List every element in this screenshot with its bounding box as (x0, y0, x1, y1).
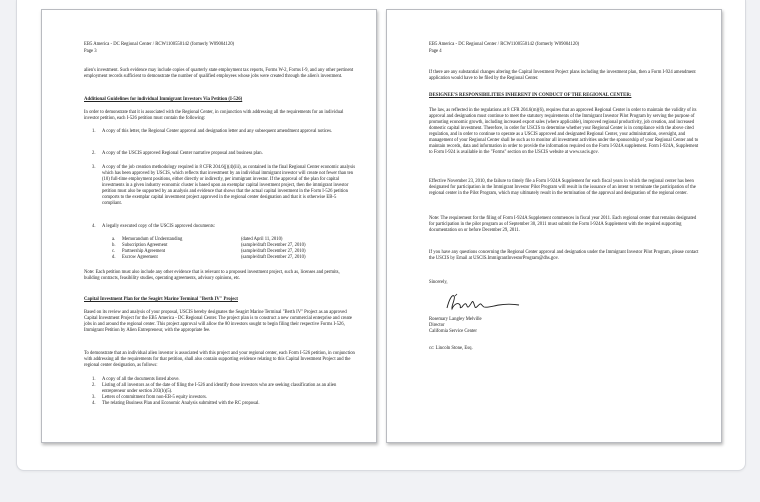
doc-name: Partnership Agreement (122, 249, 166, 255)
list-text: A copy of the job creation methodology required in 8 CFR 204.6(j)(4)(iii), as contained in the final Regional Center economic analysis which has been approved by USCIS, which reflects that investment by an individual immigrant investor will create not fewer than ten (10) full-time employment positions, either directly or indirectly, per immigrant investor. If the approval of the plan for capital investments in a given industry economic cluster is based upon an exemplar capital investment project, then the immigrant investor petition must also be supported by an analysis and evidence that shows that the actual capital investment in the Form I-526 petition comports to the exemplar capital investment project approved in the regional center designation and that it is otherwise EB-5 compliant. (102, 165, 356, 207)
page-4 (386, 9, 722, 443)
doc-letter: c. (112, 249, 116, 255)
closing: Sincerely, (429, 280, 448, 285)
doc-date: (sample/draft December 27, 2010) (241, 243, 306, 249)
doc-letter: b. (112, 243, 116, 249)
list-text: Letters of commitment from non-EB-5 equity investors. (102, 395, 208, 400)
list-number: 2. (92, 383, 96, 388)
list-item (92, 401, 352, 407)
list-number: 3. (92, 395, 96, 400)
document-row (112, 255, 352, 261)
doc-name: Memorandum of Understanding (122, 237, 183, 242)
page-3 (41, 9, 377, 443)
list-text: A legally executed copy of the USCIS approved documents: (102, 224, 215, 229)
list-text: A copy of all the documents listed above. (102, 377, 180, 382)
page-number: Page 4 (429, 49, 442, 54)
signer-title: Director (429, 323, 445, 328)
doc-date: (sample/draft December 27, 2010) (241, 255, 306, 261)
paragraph: If you have any questions concerning the Regional Center approval and designation under the Immigrant Investor Pilot Program, please contact the USCIS by Email at USCIS.ImmigrantInvestorProgram@dhs.gov. (429, 250, 699, 262)
cc-line: cc: Lincoln Stone, Esq. (429, 346, 473, 351)
list-text: The relating Business Plan and Economic Analysis submitted with the RC proposal. (102, 401, 260, 406)
note-paragraph: Note: Each petition must also include any other evidence that is relevant to a proposed investment project, such as, licenses and permits, building contracts, feasibility studies, operating agreements, advisory opinions, etc. (84, 270, 340, 282)
doc-name: Escrow Agreement (122, 255, 158, 261)
list-number: 4. (92, 401, 96, 406)
signer-name: Rosemary Langley Melville (429, 317, 482, 322)
list-number: 3. (92, 165, 96, 170)
signer-office: California Service Center (429, 329, 477, 334)
list-item (92, 165, 356, 207)
list-text: Listing of all investors as of the date of filing the I-526 and identify those investors who are seeking classification as an alien entrepreneur under section 203(b)(5). (102, 383, 337, 395)
paragraph: To demonstrate that an individual alien investor is associated with this project and your regional center, each Form I-526 petition, in conjunction with addressing all the requirements for that petition, shall also contain supporting evidence relating to this Capital Investment Project and the regional center designation, as follows: (84, 351, 355, 369)
section-heading: Capital Investment Plan for the Seagirt Marine Terminal "Berth IV" Project (84, 297, 238, 302)
signature-image (443, 290, 523, 314)
list-item (92, 383, 352, 395)
intro-paragraph: alien's investment. Such evidence may include copies of quarterly state employment tax reports, Forms W-2, Forms I-9, and any other pertinent employment records sufficient to demonstrate the number of qualified employees whose jobs were created through the alien's investment. (84, 68, 354, 80)
paragraph: Effective November 23, 2010, the failure to timely file a Form I-924A Supplement for each fiscal years in which the regional center has been designated for participation in the Immigrant Investor Pilot Program will result in the issuance of an intent to terminate the participation of the regional center in the Pilot Program, which may ultimately result in the termination of the approval and designation of the regional center. (429, 179, 696, 197)
paragraph: In order to demonstrate that it is associated with the Regional Center, in conjunction with addressing all the requirements for an individual investor petition, each I-526 petition must contain the following: (84, 110, 344, 122)
paragraph: Note: The requirement for the filing of Form I-924A Supplement commences in fiscal year 2011. Each regional center that remains designated for participation in the pilot program as of September 30, 2011 must submit the Form I-924A Supplement with the required supporting documentation on or before December 29, 2011. (429, 216, 697, 234)
list-number: 1. (92, 129, 96, 134)
section-heading: DESIGNEE'S RESPONSIBILITIES INHERENT IN CONDUCT OF THE REGIONAL CENTER: (429, 93, 632, 98)
page-number: Page 3 (84, 49, 97, 54)
list-number: 4. (92, 224, 96, 229)
paragraph: The law, as reflected in the regulations at 8 CFR 204.6(m)(6), requires that an approved Regional Center in order to maintain the validity of its approval and designation must continue to meet the statutory requirements of the Immigrant Investor Pilot Program by serving the purpose of promoting economic growth, including increased export sales (where applicable), improved regional productivity, job creation, and increased domestic capital investment. Therefore, in order for USCIS to determine whether your Regional Center is in compliance with the above cited regulation, and in order to continue to operate as a USCIS approved and designated Regional Center, your administration, oversight, and management of your Regional Center shall be such as to monitor all investment activities under the sponsorship of your Regional Center and to maintain records, data and information in order to provide the information required on the Form I-924A supplement. Form I-924A, Supplement to Form I-924 is available in the "Forms" section on the USCIS website at www.uscis.gov. (429, 108, 699, 156)
list-text: A copy of this letter, the Regional Center approval and designation letter and any subsequent amendment approval notices. (102, 129, 333, 134)
doc-date: (dated April 11, 2010) (241, 237, 283, 242)
list-text: A copy of the USCIS approved Regional Center narrative proposal and business plan. (102, 151, 263, 156)
doc-letter: d. (112, 255, 116, 261)
list-item (92, 129, 356, 135)
document-list (112, 237, 352, 261)
list-number: 2. (92, 151, 96, 156)
page-header-line1: EB5 America - DC Regional Center / RCW1100550142 (formerly W09004120) (429, 42, 580, 47)
section-heading: Additional Guidelines for individual Immigrant Investors Via Petition (I-526) (84, 97, 243, 102)
doc-letter: a. (112, 237, 116, 242)
page-header-line1: EB5 America - DC Regional Center / RCW1100550142 (formerly W09004120) (84, 42, 235, 47)
paragraph: Based on its review and analysis of your proposal, USCIS hereby designates the Seagirt Marine Terminal "Berth IV" Project as an approved Capital Investment Project for the EB5 America - DC Regional Center. The project plan is to construct a new commercial enterprise and create jobs in and around the regional center. This project approval will allow the 80 investors sought to begin filing their respective Forms I-526, Immigrant Petition by Alien Entrepreneur, with the appropriate fee. (84, 310, 352, 334)
intro-paragraph: If there are any substantial changes altering the Capital Investment Project plans including the investment plan, then a Form I-924 amendment application would have to be filed by the Regional Center. (429, 70, 696, 82)
list-item (92, 151, 356, 157)
list-item (92, 224, 356, 230)
list-number: 1. (92, 377, 96, 382)
doc-name: Subscription Agreement (122, 243, 168, 249)
doc-date: (sample/draft December 27, 2010) (241, 249, 306, 255)
